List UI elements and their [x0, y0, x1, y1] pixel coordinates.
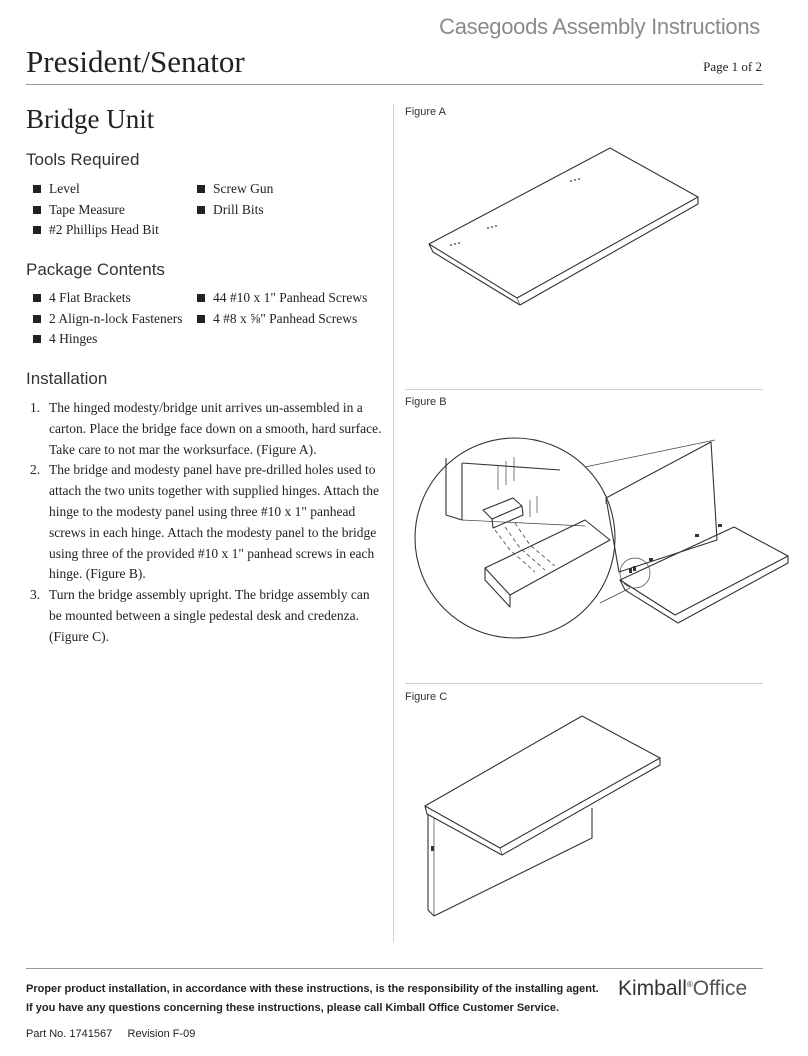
list-item: #2 Phillips Head Bit: [33, 220, 159, 241]
tools-heading: Tools Required: [26, 150, 140, 169]
document-type: Casegoods Assembly Instructions: [439, 14, 760, 39]
list-item: Level: [33, 179, 159, 200]
section-title: Bridge Unit: [26, 104, 155, 134]
figure-a-label: Figure A: [405, 106, 446, 118]
footer-note: [26, 980, 599, 1018]
page-number: Page 1 of 2: [703, 59, 762, 74]
series-title: President/Senator: [26, 44, 245, 79]
step-item: 2. The bridge and modesty panel have pre-drilled holes used to attach the two units together with supplied hinges. Attach the hinge to the modesty panel using three #10 x 1" panhead screws in each hinge. Attach the modesty panel to the bridge using three of the provided #10 x 1" panhead screws in each hinge. (Figure B).: [30, 462, 379, 582]
list-item: Screw Gun: [197, 179, 273, 200]
footer-line-2: If you have any questions concerning these instructions, please call Kimball Office Customer Service.: [26, 1002, 560, 1014]
list-item: 44 #10 x 1" Panhead Screws: [197, 288, 367, 309]
figure-c-label: Figure C: [405, 691, 448, 703]
footer-line-1: Proper product installation, in accordance with these instructions, is the responsibility of the installing agent.: [26, 983, 599, 995]
package-heading: Package Contents: [26, 260, 165, 279]
list-item: 4 Hinges: [33, 329, 182, 350]
list-item: 4 Flat Brackets: [33, 288, 182, 309]
step-item: 3. Turn the bridge assembly upright. The bridge assembly can be mounted between a single pedestal desk and credenza. (Figure C).: [30, 587, 370, 644]
installation-heading: Installation: [26, 369, 108, 388]
step-item: 1. The hinged modesty/bridge unit arrives un-assembled in a carton. Place the bridge face down on a smooth, hard surface. Take care to not mar the worksurface. (Figure A).: [30, 400, 382, 457]
brand-logo: Kimball®Office: [618, 977, 748, 1000]
list-item: Drill Bits: [197, 200, 273, 221]
part-number: Part No. 1741567 Revision F-09: [26, 1028, 196, 1040]
list-item: 2 Align-n-lock Fasteners: [33, 309, 182, 330]
list-item: Tape Measure: [33, 200, 159, 221]
figure-b-label: Figure B: [405, 396, 447, 408]
footer-divider: [26, 968, 763, 969]
list-item: 4 #8 x ⅝" Panhead Screws: [197, 309, 367, 330]
